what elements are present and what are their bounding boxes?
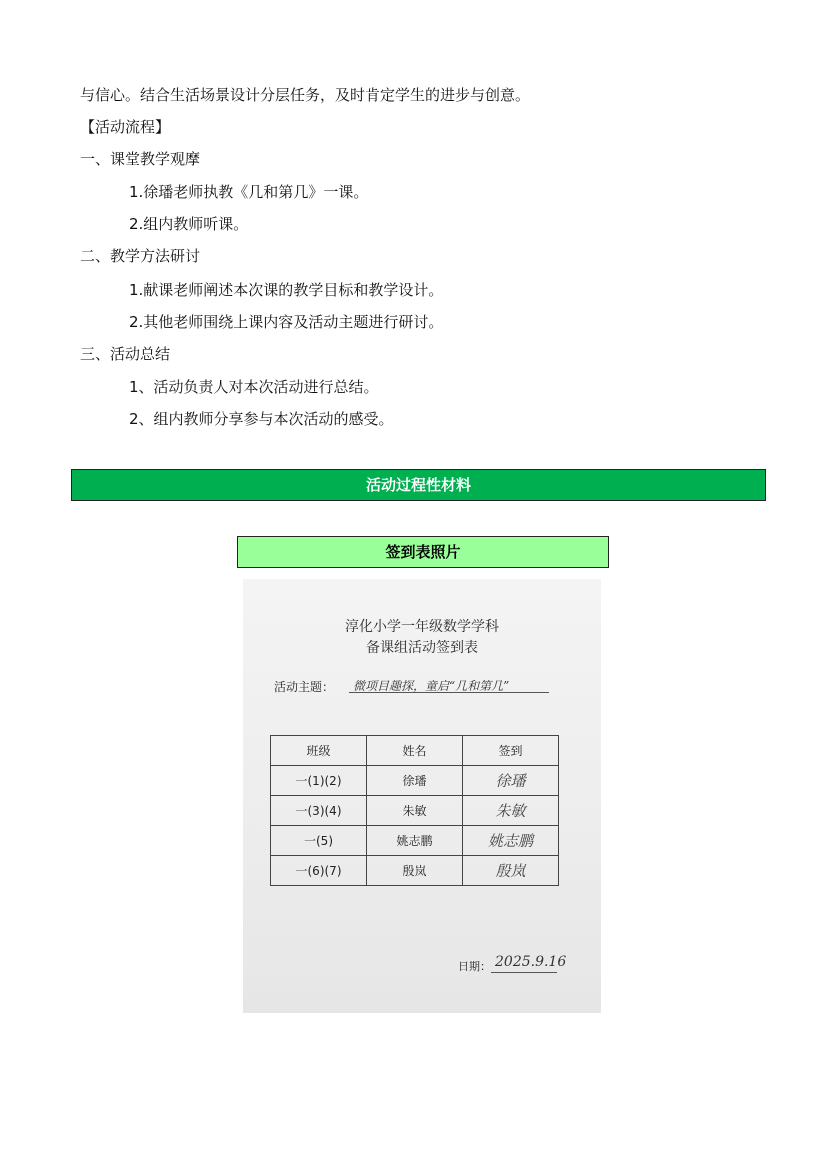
sign-in-sheet-photo (243, 579, 601, 1013)
observation-item-2: 2.组内教师听课。 (129, 215, 249, 233)
row-signature: 姚志鹏 (463, 826, 559, 856)
section-observation: 一、课堂教学观摩 (80, 150, 201, 168)
topic-handwriting: 微项目趣探，童启“几和第几” (353, 679, 510, 693)
row-name: 殷岚 (367, 856, 463, 886)
sheet-title: 淳化小学一年级数学学科 (345, 619, 499, 635)
summary-item-1: 1、活动负责人对本次活动进行总结。 (129, 378, 379, 396)
date-label: 日期： (458, 960, 491, 973)
row-class: 一(3)(4) (271, 796, 367, 826)
row-class: 一(6)(7) (271, 856, 367, 886)
table-row (271, 856, 559, 886)
header-signature: 签到 (463, 736, 559, 766)
sign-in-table (270, 735, 559, 886)
row-signature: 朱敏 (463, 796, 559, 826)
header-name: 姓名 (367, 736, 463, 766)
table-row (271, 796, 559, 826)
topic-label: 活动主题： (274, 680, 335, 694)
row-signature: 徐璠 (463, 766, 559, 796)
sheet-subtitle: 备课组活动签到表 (366, 640, 478, 656)
header-class: 班级 (271, 736, 367, 766)
intro-text: 与信心。结合生活场景设计分层任务，及时肯定学生的进步与创意。 (80, 86, 531, 104)
row-signature: 殷岚 (463, 856, 559, 886)
row-name: 朱敏 (367, 796, 463, 826)
method-item-1: 1.献课老师阐述本次课的教学目标和教学设计。 (129, 281, 444, 299)
topic-underline (349, 692, 549, 693)
observation-item-1: 1.徐璠老师执教《几和第几》一课。 (129, 183, 369, 201)
table-row (271, 766, 559, 796)
process-heading: 【活动流程】 (80, 118, 171, 136)
table-header-row (271, 736, 559, 766)
date-underline (491, 972, 557, 973)
sign-in-photo-label: 签到表照片 (237, 536, 609, 568)
summary-item-2: 2、组内教师分享参与本次活动的感受。 (129, 410, 394, 428)
row-class: 一(5) (271, 826, 367, 856)
row-class: 一(1)(2) (271, 766, 367, 796)
table-row (271, 826, 559, 856)
method-item-2: 2.其他老师围绕上课内容及活动主题进行研讨。 (129, 313, 444, 331)
row-name: 姚志鹏 (367, 826, 463, 856)
section-method: 二、教学方法研讨 (80, 247, 201, 265)
process-materials-banner: 活动过程性材料 (71, 469, 766, 501)
date-handwriting: 2025.9.16 (495, 954, 567, 970)
section-summary: 三、活动总结 (80, 345, 171, 363)
row-name: 徐璠 (367, 766, 463, 796)
